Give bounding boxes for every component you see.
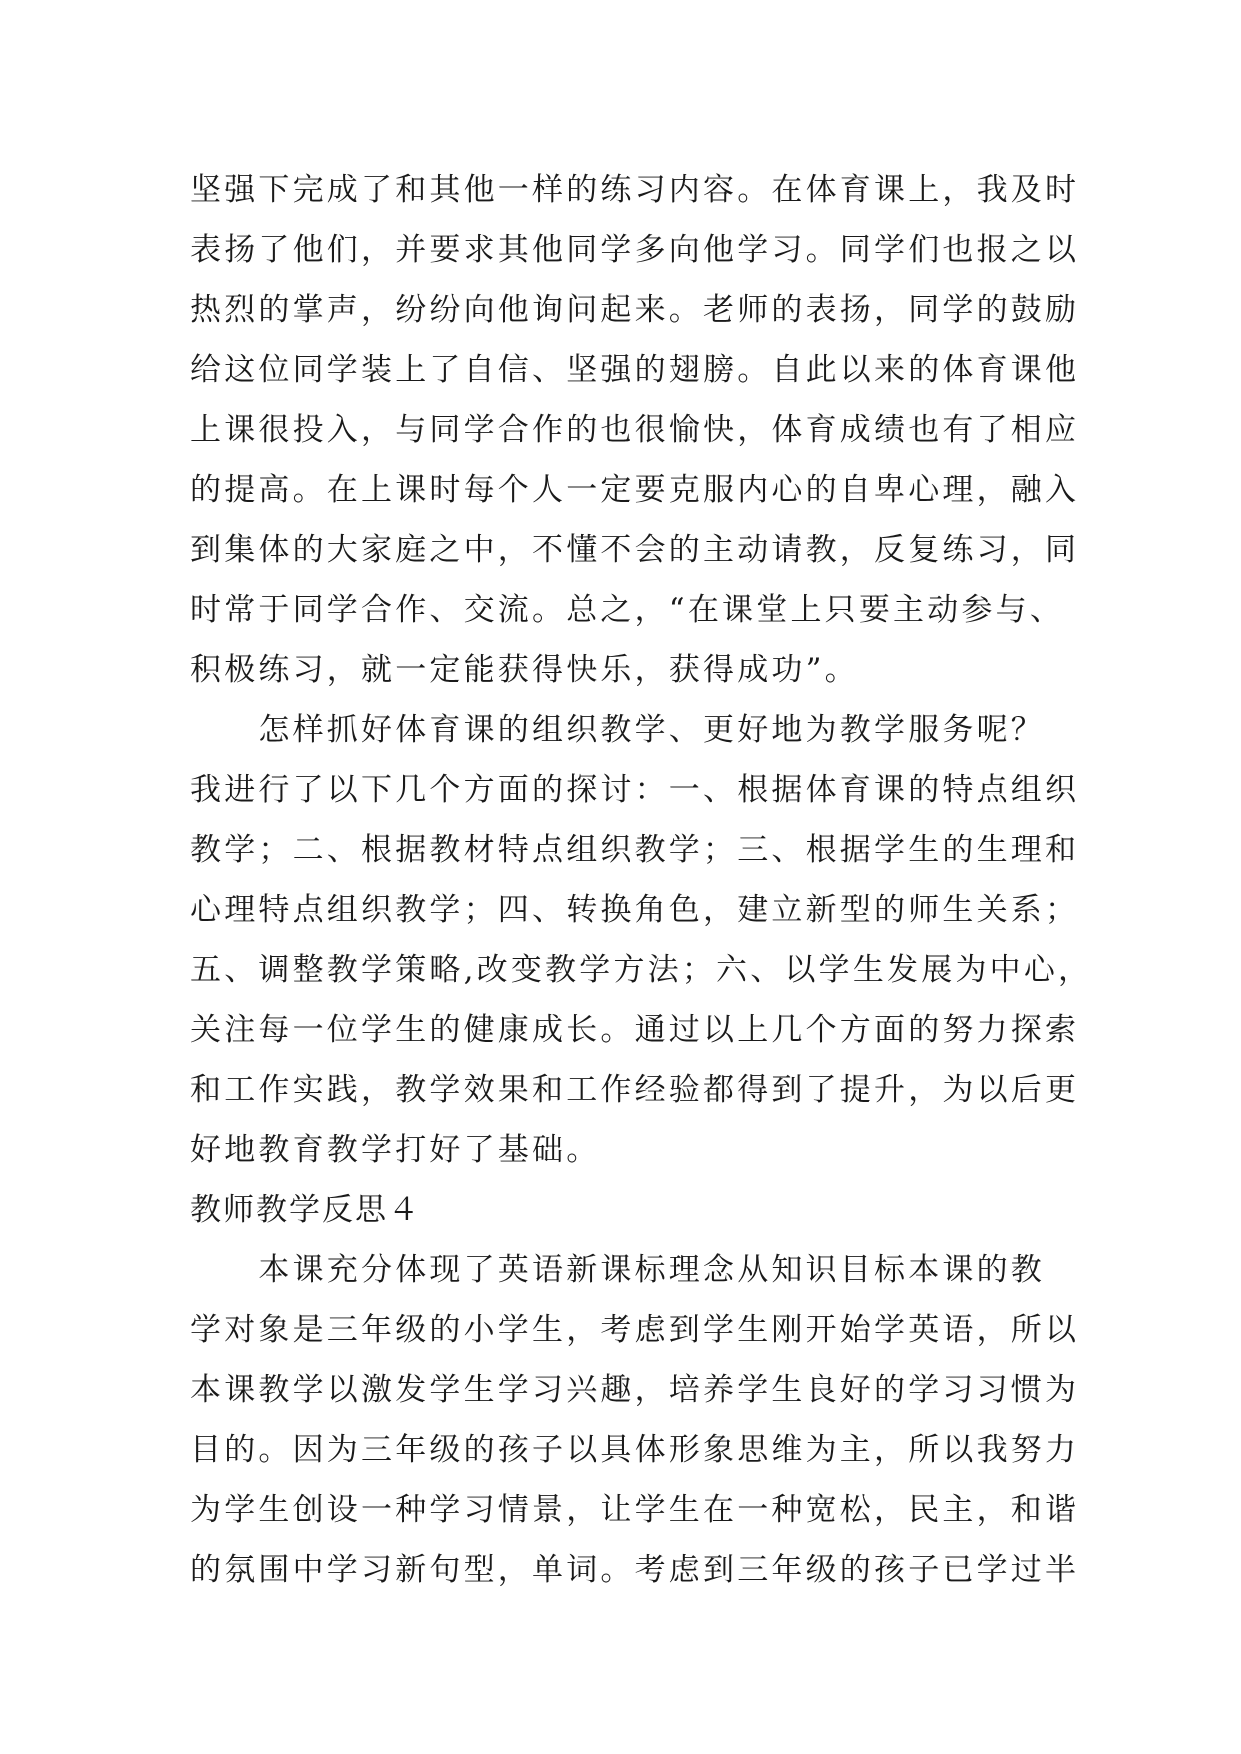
text-line: 五、调整教学策略,改变教学方法；六、以学生发展为中心， — [190, 952, 1093, 988]
text-line: 好地教育教学打好了基础。 — [190, 1132, 601, 1168]
paragraph-organization — [190, 700, 1093, 1180]
text-line: 的氛围中学习新句型，单词。考虑到三年级的孩子已学过半 — [190, 1552, 1080, 1588]
text-line: 积极练习，就一定能获得快乐，获得成功”。 — [190, 652, 859, 688]
document-body — [190, 160, 1093, 1600]
text-line: 目的。因为三年级的孩子以具体形象思维为主，所以我努力 — [190, 1432, 1080, 1468]
section-heading: 教师教学反思４ — [190, 1192, 421, 1228]
text-line: 到集体的大家庭之中，不懂不会的主动请教，反复练习，同 — [190, 532, 1080, 568]
text-line: 时常于同学合作、交流。总之，“在课堂上只要主动参与、 — [190, 592, 1065, 628]
text-line: 上课很投入，与同学合作的也很愉快，体育成绩也有了相应 — [190, 412, 1080, 448]
text-line: 心理特点组织教学；四、转换角色，建立新型的师生关系； — [190, 892, 1080, 928]
paragraph-english-lesson — [190, 1240, 1080, 1600]
text-line: 我进行了以下几个方面的探讨：一、根据体育课的特点组织 — [190, 772, 1080, 808]
text-line: 坚强下完成了和其他一样的练习内容。在体育课上，我及时 — [190, 172, 1080, 208]
text-line: 学对象是三年级的小学生，考虑到学生刚开始学英语，所以 — [190, 1312, 1080, 1348]
text-line: 给这位同学装上了自信、坚强的翅膀。自此以来的体育课他 — [190, 352, 1080, 388]
text-line: 本课教学以激发学生学习兴趣，培养学生良好的学习习惯为 — [190, 1372, 1080, 1408]
text-line: 和工作实践，教学效果和工作经验都得到了提升，为以后更 — [190, 1072, 1080, 1108]
text-line: 怎样抓好体育课的组织教学、更好地为教学服务呢？ — [190, 712, 1045, 748]
text-line: 表扬了他们，并要求其他同学多向他学习。同学们也报之以 — [190, 232, 1080, 268]
text-line: 为学生创设一种学习情景，让学生在一种宽松，民主，和谐 — [190, 1492, 1080, 1528]
text-line: 的提高。在上课时每个人一定要克服内心的自卑心理，融入 — [190, 472, 1080, 508]
text-line: 热烈的掌声，纷纷向他询问起来。老师的表扬，同学的鼓励 — [190, 292, 1080, 328]
text-line: 本课充分体现了英语新课标理念从知识目标本课的教 — [190, 1252, 1045, 1288]
text-line: 关注每一位学生的健康成长。通过以上几个方面的努力探索 — [190, 1012, 1080, 1048]
paragraph-continued — [190, 160, 1080, 700]
text-line: 教学；二、根据教材特点组织教学；三、根据学生的生理和 — [190, 832, 1080, 868]
